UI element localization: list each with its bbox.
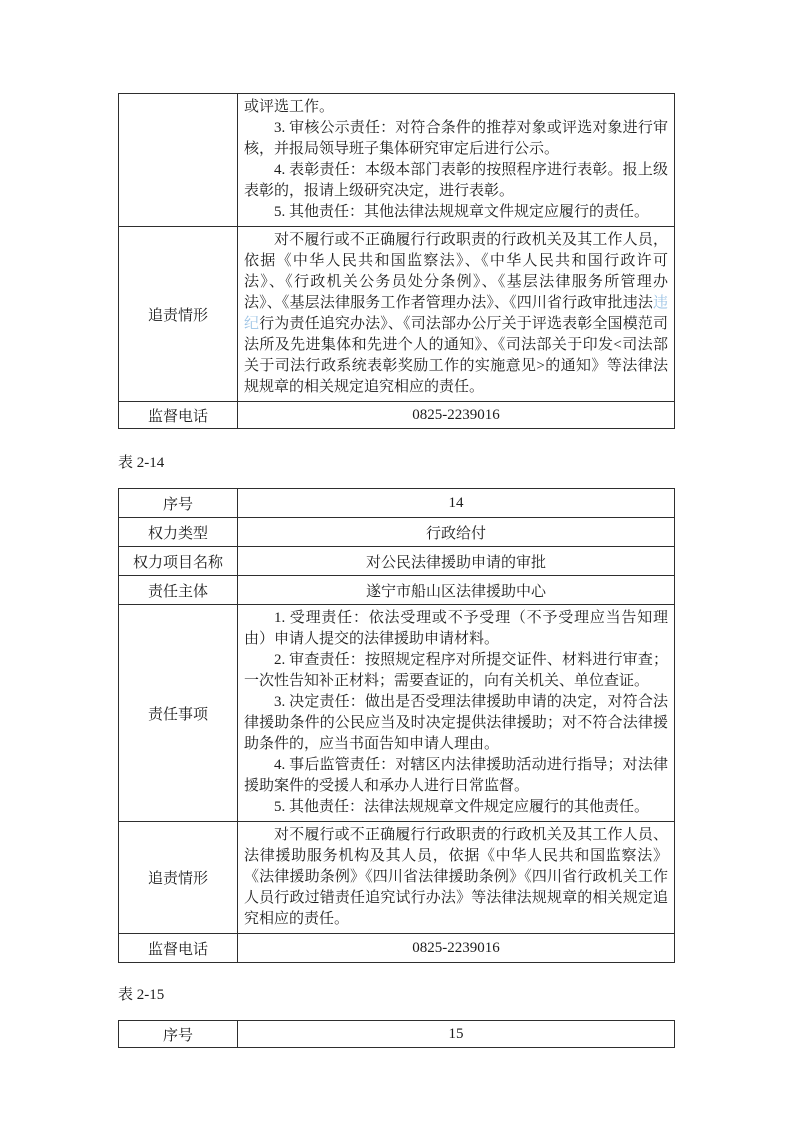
subject-value: 遂宁市船山区法律援助中心: [238, 576, 675, 605]
paragraph: 1. 受理责任：依法受理或不予受理（不予受理应当告知理由）申请人提交的法律援助申请材料。: [244, 610, 668, 647]
accountability-text: 行为责任追究办法》、《司法部办公厅关于评选表彰全国模范司法所及先进集体和先进个人的通知》、《司法部关于印发<司法部关于司法行政系统表彰奖励工作的实施意见>的通知》等法律法规规章的相关规定追究相应的责任。: [244, 316, 668, 395]
table-caption-2-14: 表 2-14: [118, 455, 165, 471]
row-label: 追责情形: [119, 822, 238, 934]
paragraph: 3. 决定责任：做出是否受理法律援助申请的决定，对符合法律援助条件的公民应当及时决定提供法律援助；对不符合法律援助条件的，应当书面告知申请人理由。: [244, 694, 668, 752]
index-value: 14: [238, 489, 675, 518]
item-name-value: 对公民法律援助申请的审批: [238, 547, 675, 576]
row-label: 权力项目名称: [119, 547, 238, 576]
table-row-phone: [119, 934, 675, 963]
table-row-subject: [119, 576, 675, 605]
highlighted-term: 违纪: [244, 295, 668, 332]
table-row-duty-continuation: [119, 94, 675, 227]
page-content: [118, 93, 675, 1048]
paragraph: 或评选工作。: [244, 99, 335, 115]
table-row-accountability: [119, 227, 675, 402]
paragraph: 4. 事后监管责任：对辖区内法律援助活动进行指导；对法律援助案件的受援人和承办人进行日常监督。: [244, 757, 668, 794]
table-row-power-type: [119, 518, 675, 547]
row-label: 监督电话: [119, 402, 238, 429]
row-label: 序号: [119, 1021, 238, 1048]
paragraph: 4. 表彰责任：本级本部门表彰的按照程序进行表彰。报上级表彰的，报请上级研究决定，进行表彰。: [244, 162, 668, 199]
accountability-cell: [238, 227, 675, 402]
row-label: 监督电话: [119, 934, 238, 963]
table-2-15-partial: [118, 1020, 675, 1048]
table-row-index: [119, 1021, 675, 1048]
paragraph: 3. 审核公示责任：对符合条件的推荐对象或评选对象进行审核，并报局领导班子集体研究审定后进行公示。: [244, 120, 668, 157]
table-row-duties: [119, 605, 675, 822]
index-value: 15: [238, 1021, 675, 1048]
row-label: 序号: [119, 489, 238, 518]
row-label: 权力类型: [119, 518, 238, 547]
phone-value: 0825-2239016: [238, 402, 675, 429]
duty-continuation-cell: [238, 94, 675, 227]
row-label: 责任主体: [119, 576, 238, 605]
table-row-accountability: [119, 822, 675, 934]
paragraph: 5. 其他责任：法律法规规章文件规定应履行的其他责任。: [274, 799, 650, 815]
accountability-text: 对不履行或不正确履行行政职责的行政机关及其工作人员，依据《中华人民共和国监察法》、《中华人民共和国行政许可法》、《行政机关公务员处分条例》、《基层法律服务所管理办法》、《基层法律服务工作者管理办法》、《四川省行政审批违法: [244, 232, 668, 311]
power-type-value: 行政给付: [238, 518, 675, 547]
table-2-14: [118, 488, 675, 963]
row-label: 责任事项: [119, 605, 238, 822]
duties-cell: [238, 605, 675, 822]
table-caption-2-15: 表 2-15: [118, 987, 165, 1003]
table-row-index: [119, 489, 675, 518]
row-label-empty: [119, 94, 238, 227]
table-row-item-name: [119, 547, 675, 576]
paragraph: 5. 其他责任：其他法律法规规章文件规定应履行的责任。: [274, 204, 650, 220]
paragraph: [244, 230, 668, 398]
table-row-phone: [119, 402, 675, 429]
accountability-cell: [238, 822, 675, 934]
paragraph: 2. 审查责任：按照规定程序对所提交证件、材料进行审查；一次性告知补正材料；需要查证的，向有关机关、单位查证。: [244, 652, 668, 689]
phone-value: 0825-2239016: [238, 934, 675, 963]
row-label: 追责情形: [119, 227, 238, 402]
table-2-13-continued: [118, 93, 675, 429]
paragraph: 对不履行或不正确履行行政职责的行政机关及其工作人员、法律援助服务机构及其人员，依据《中华人民共和国监察法》《法律援助条例》《四川省法律援助条例》《四川省行政机关工作人员行政过错责任追究试行办法》等法律法规规章的相关规定追究相应的责任。: [244, 827, 668, 927]
